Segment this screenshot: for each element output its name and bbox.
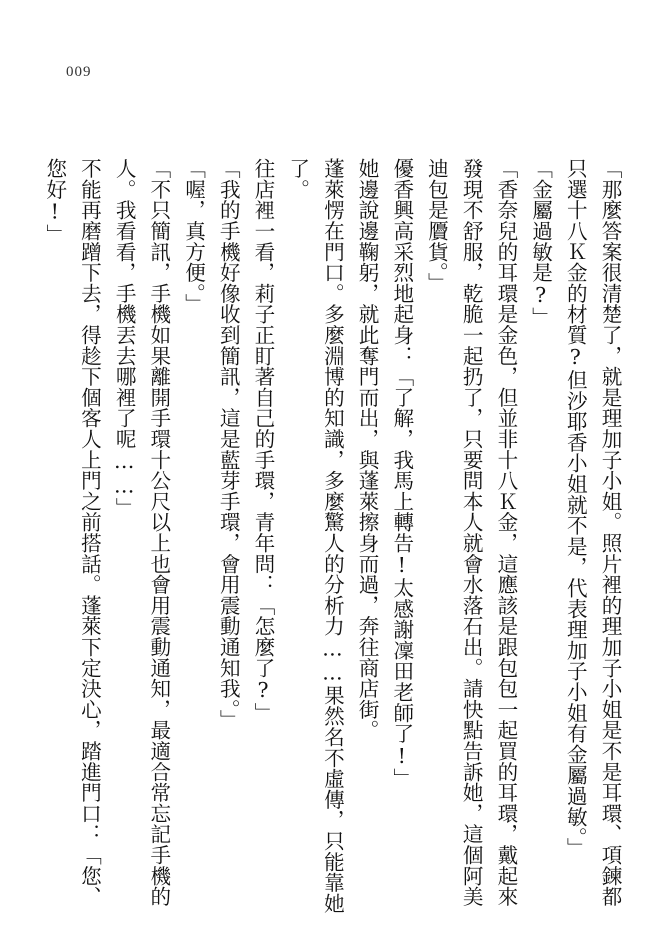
- paragraph-2: 「金屬過敏是?」: [528, 158, 553, 328]
- paragraph-9: 「喔，真方便。」: [181, 158, 206, 315]
- paragraph-7: 往店裡一看，莉子正盯著自己的手環，青年問：「怎麼了?」: [250, 158, 275, 723]
- paragraph-4: 優香興高采烈地起身：「了解，我馬上轉告!太感謝凜田老師了!」: [389, 158, 414, 789]
- paragraph-6: 蓬萊愣在門口。多麼淵博的知識，多麼驚人的分析力……果然名不虛傳，只能靠她了。: [285, 158, 345, 914]
- paragraph-10: 「不只簡訊，手機如果離開手環十公尺以上也會用震動通知，最適合常忘記手機的人。我看看，手機丟去哪裡了呢……」: [112, 158, 171, 907]
- paragraph-11: 不能再磨蹭下去，得趁下個客人上門之前搭話。蓬萊下定決心，踏進門口：「您、您好!」: [42, 158, 102, 907]
- paragraph-5: 她邊說邊鞠躬，就此奪門而出，與蓬萊擦身而過，奔往商店街。: [355, 158, 380, 741]
- paragraph-1: 「那麼答案很清楚了，就是理加子小姐。照片裡的理加子小姐是不是耳環、項鍊都只選十八Ｋ金的材質?但沙耶香小姐就不是，代表理加子小姐有金屬過敏。」: [563, 158, 622, 907]
- page-number: 009: [66, 64, 92, 80]
- paragraph-3: 「香奈兒的耳環是金色，但並非十八Ｋ金，這應該是跟包包一起買的耳環，戴起來發現不舒服，乾脆一起扔了，只要問本人就會水落石出。請快點告訴她，這個阿美迪包是贗貨。」: [424, 158, 518, 907]
- novel-text-block: [37, 158, 627, 918]
- paragraph-8: 「我的手機好像收到簡訊，這是藍芽手環，會用震動通知我。」: [216, 158, 241, 731]
